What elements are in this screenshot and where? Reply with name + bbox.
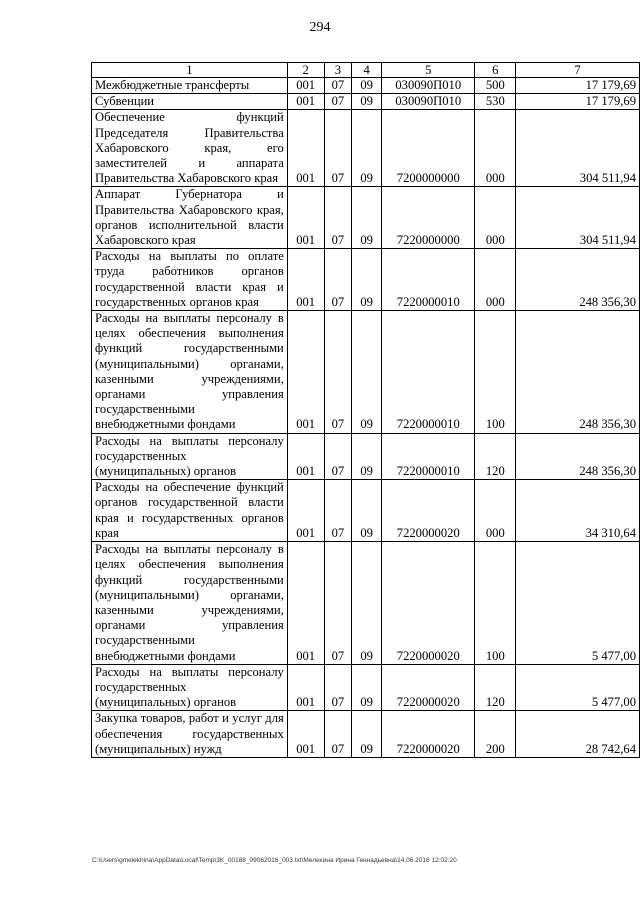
column-header-6: 6 — [475, 63, 516, 78]
row-amount: 304 511,94 — [516, 110, 640, 187]
column-header-1: 1 — [92, 63, 288, 78]
column-header-2: 2 — [287, 63, 324, 78]
table-row — [92, 110, 640, 187]
table-row — [92, 78, 640, 94]
row-expense-type: 000 — [475, 480, 516, 542]
row-amount: 5 477,00 — [516, 664, 640, 711]
row-expense-type: 530 — [475, 94, 516, 110]
row-subsection: 09 — [352, 94, 382, 110]
row-code-admin: 001 — [287, 711, 324, 758]
row-section: 07 — [324, 711, 352, 758]
row-section: 07 — [324, 187, 352, 249]
row-expense-type: 100 — [475, 542, 516, 665]
row-expense-type: 200 — [475, 711, 516, 758]
row-target-article: 7220000010 — [382, 311, 475, 434]
row-code-admin: 001 — [287, 542, 324, 665]
row-code-admin: 001 — [287, 187, 324, 249]
table-row — [92, 187, 640, 249]
row-target-article: 7220000000 — [382, 187, 475, 249]
row-name: Межбюджетные трансферты — [92, 78, 288, 94]
row-code-admin: 001 — [287, 78, 324, 94]
row-section: 07 — [324, 433, 352, 480]
row-section: 07 — [324, 94, 352, 110]
row-code-admin: 001 — [287, 433, 324, 480]
row-subsection: 09 — [352, 711, 382, 758]
row-section: 07 — [324, 78, 352, 94]
row-subsection: 09 — [352, 187, 382, 249]
row-amount: 17 179,69 — [516, 94, 640, 110]
row-section: 07 — [324, 110, 352, 187]
row-expense-type: 120 — [475, 664, 516, 711]
row-code-admin: 001 — [287, 110, 324, 187]
row-amount: 5 477,00 — [516, 542, 640, 665]
row-amount: 34 310,64 — [516, 480, 640, 542]
row-name: Расходы на выплаты персоналу в целях обеспечения выполнения функций государственными (муниципальными) органами, казенными учреждениями, органами управления государственными внебюджетными фондами — [92, 311, 288, 434]
row-name: Субвенции — [92, 94, 288, 110]
table-row — [92, 542, 640, 665]
row-expense-type: 000 — [475, 110, 516, 187]
budget-table — [91, 62, 640, 758]
table-row — [92, 311, 640, 434]
column-header-3: 3 — [324, 63, 352, 78]
row-target-article: 030090П010 — [382, 78, 475, 94]
row-code-admin: 001 — [287, 664, 324, 711]
row-name: Расходы на выплаты персоналу в целях обеспечения выполнения функций государственными (муниципальными) органами, казенными учреждениями, органами управления государственными внебюджетными фондами — [92, 542, 288, 665]
row-amount: 248 356,30 — [516, 311, 640, 434]
row-subsection: 09 — [352, 664, 382, 711]
row-name: Расходы на выплаты по оплате труда работников органов государственной власти края и государственных органов края — [92, 249, 288, 311]
row-code-admin: 001 — [287, 94, 324, 110]
row-target-article: 7220000020 — [382, 664, 475, 711]
row-subsection: 09 — [352, 433, 382, 480]
table-row — [92, 433, 640, 480]
column-header-5: 5 — [382, 63, 475, 78]
row-name: Аппарат Губернатора и Правительства Хабаровского края, органов исполнительной власти Хабаровского края — [92, 187, 288, 249]
row-target-article: 7220000020 — [382, 542, 475, 665]
table-header-row — [92, 63, 640, 78]
table-row — [92, 94, 640, 110]
row-amount: 304 511,94 — [516, 187, 640, 249]
row-name: Расходы на выплаты персоналу государственных (муниципальных) органов — [92, 664, 288, 711]
row-section: 07 — [324, 664, 352, 711]
row-expense-type: 500 — [475, 78, 516, 94]
row-target-article: 030090П010 — [382, 94, 475, 110]
row-section: 07 — [324, 480, 352, 542]
table-row — [92, 664, 640, 711]
row-subsection: 09 — [352, 542, 382, 665]
row-name: Расходы на обеспечение функций органов государственной власти края и государственных органов края — [92, 480, 288, 542]
row-name: Обеспечение функций Председателя Правительства Хабаровского края, его заместителей и аппарата Правительства Хабаровского края — [92, 110, 288, 187]
row-section: 07 — [324, 311, 352, 434]
table-row — [92, 711, 640, 758]
row-target-article: 7220000020 — [382, 711, 475, 758]
row-code-admin: 001 — [287, 480, 324, 542]
row-section: 07 — [324, 249, 352, 311]
row-expense-type: 000 — [475, 187, 516, 249]
row-subsection: 09 — [352, 480, 382, 542]
row-subsection: 09 — [352, 110, 382, 187]
table-row — [92, 249, 640, 311]
column-header-4: 4 — [352, 63, 382, 78]
row-amount: 248 356,30 — [516, 433, 640, 480]
row-expense-type: 120 — [475, 433, 516, 480]
row-name: Закупка товаров, работ и услуг для обеспечения государственных (муниципальных) нужд — [92, 711, 288, 758]
row-code-admin: 001 — [287, 311, 324, 434]
row-code-admin: 001 — [287, 249, 324, 311]
row-amount: 17 179,69 — [516, 78, 640, 94]
row-target-article: 7200000000 — [382, 110, 475, 187]
column-header-7: 7 — [516, 63, 640, 78]
row-subsection: 09 — [352, 311, 382, 434]
row-name: Расходы на выплаты персоналу государственных (муниципальных) органов — [92, 433, 288, 480]
row-subsection: 09 — [352, 249, 382, 311]
row-amount: 248 356,30 — [516, 249, 640, 311]
row-amount: 28 742,64 — [516, 711, 640, 758]
row-target-article: 7220000020 — [382, 480, 475, 542]
footer-file-path: C:\Users\gmelekhina\AppData\Local\Temp\3K_00188_09062016_003.txt\Мелехина Ирина Геннадьевна\14.06.2016 12:02:20 — [92, 857, 457, 864]
row-subsection: 09 — [352, 78, 382, 94]
row-target-article: 7220000010 — [382, 433, 475, 480]
row-expense-type: 000 — [475, 249, 516, 311]
row-section: 07 — [324, 542, 352, 665]
row-target-article: 7220000010 — [382, 249, 475, 311]
row-expense-type: 100 — [475, 311, 516, 434]
page-number: 294 — [309, 20, 331, 35]
table-row — [92, 480, 640, 542]
